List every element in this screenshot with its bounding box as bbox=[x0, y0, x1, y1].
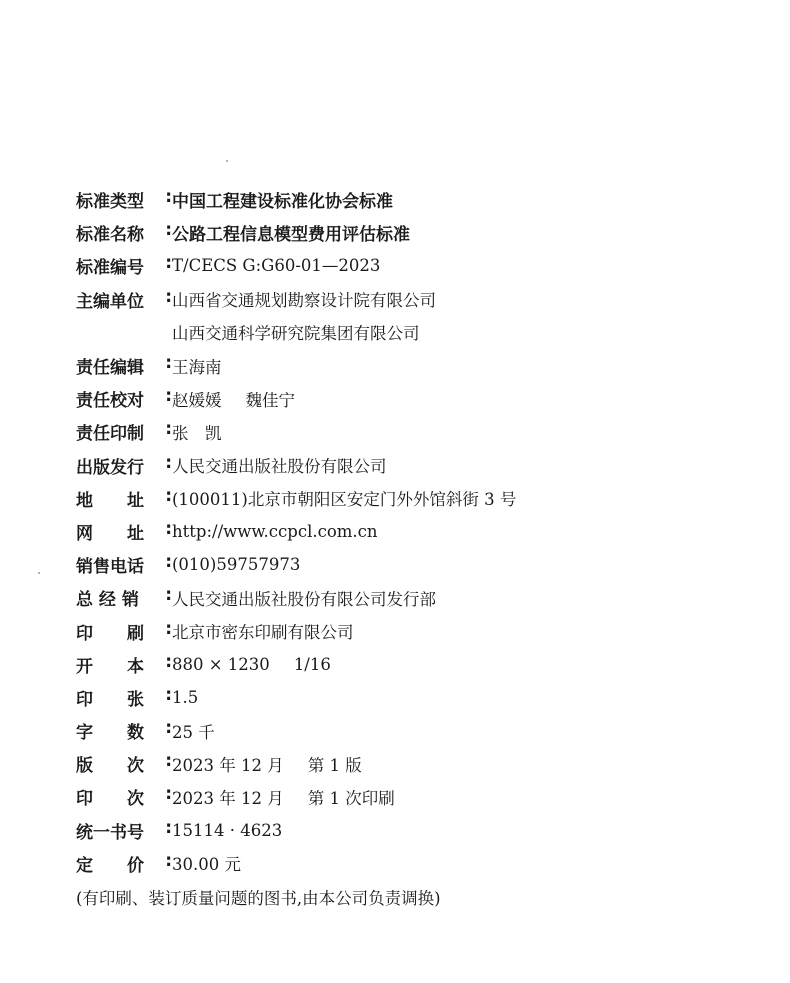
value-sales-phone: (010)59757973 bbox=[172, 555, 301, 575]
label-distributor: 总 经 销 : bbox=[76, 585, 172, 611]
value-standard-type: 中国工程建设标准化协会标准 bbox=[172, 192, 393, 213]
row-publisher bbox=[76, 449, 776, 482]
value-sheets: 1.5 bbox=[172, 687, 199, 707]
label-sales-phone: 销售电话 : bbox=[76, 552, 172, 578]
scan-speck bbox=[38, 572, 40, 574]
value-edition: 2023 年 12 月 第 1 版 bbox=[172, 755, 362, 775]
row-proofreader bbox=[76, 382, 776, 415]
label-chief-editor-unit: 主编单位 : bbox=[76, 286, 172, 312]
row-price bbox=[76, 847, 776, 880]
value-standard-name: 公路工程信息模型费用评估标准 bbox=[172, 225, 410, 246]
label-edition: 版 次 : bbox=[76, 751, 172, 777]
value-distributor: 人民交通出版社股份有限公司发行部 bbox=[172, 589, 436, 609]
label-printer: 印 刷 : bbox=[76, 618, 172, 644]
label-isbn: 统一书号 : bbox=[76, 817, 172, 843]
label-price: 定 价 : bbox=[76, 850, 172, 876]
row-standard-name bbox=[76, 216, 776, 249]
row-isbn bbox=[76, 814, 776, 847]
label-standard-number: 标准编号 : bbox=[76, 253, 172, 279]
value-format: 880 × 1230 1/16 bbox=[172, 654, 331, 674]
value-print-manager: 张 凯 bbox=[172, 423, 222, 443]
row-chief-editor-unit bbox=[76, 283, 776, 316]
row-sheets bbox=[76, 681, 776, 714]
scan-speck bbox=[226, 160, 228, 162]
label-responsible-editor: 责任编辑 : bbox=[76, 353, 172, 379]
value-printing: 2023 年 12 月 第 1 次印刷 bbox=[172, 788, 395, 808]
label-printing: 印 次 : bbox=[76, 784, 172, 810]
row-standard-number bbox=[76, 249, 776, 282]
label-website: 网 址 : bbox=[76, 518, 172, 544]
value-chief-editor-unit-1: 山西省交通规划勘察设计院有限公司 bbox=[172, 291, 436, 311]
row-sales-phone bbox=[76, 548, 776, 581]
value-chief-editor-unit-2: 山西交通科学研究院集团有限公司 bbox=[172, 324, 420, 344]
value-printer: 北京市密东印刷有限公司 bbox=[172, 623, 354, 643]
row-distributor bbox=[76, 581, 776, 614]
label-proofreader: 责任校对 : bbox=[76, 386, 172, 412]
row-printing bbox=[76, 780, 776, 813]
imprint-block bbox=[76, 183, 776, 913]
value-responsible-editor: 王海南 bbox=[172, 357, 222, 377]
label-print-manager: 责任印制 : bbox=[76, 419, 172, 445]
row-word-count bbox=[76, 714, 776, 747]
value-publisher: 人民交通出版社股份有限公司 bbox=[172, 457, 387, 477]
label-standard-name: 标准名称 : bbox=[76, 220, 172, 246]
value-address: (100011)北京市朝阳区安定门外外馆斜街 3 号 bbox=[172, 490, 517, 510]
value-standard-number: T/CECS G:G60-01—2023 bbox=[172, 256, 381, 276]
row-printer bbox=[76, 614, 776, 647]
row-print-manager bbox=[76, 415, 776, 448]
quality-note: (有印刷、装订质量问题的图书,由本公司负责调换) bbox=[76, 888, 441, 908]
value-isbn: 15114 · 4623 bbox=[172, 820, 283, 840]
row-website bbox=[76, 515, 776, 548]
value-price: 30.00 元 bbox=[172, 855, 241, 875]
label-format: 开 本 : bbox=[76, 651, 172, 677]
label-standard-type: 标准类型 : bbox=[76, 187, 172, 213]
label-word-count: 字 数 : bbox=[76, 718, 172, 744]
row-responsible-editor bbox=[76, 349, 776, 382]
label-publisher: 出版发行 : bbox=[76, 452, 172, 478]
row-edition bbox=[76, 747, 776, 780]
value-website: http://www.ccpcl.com.cn bbox=[172, 521, 378, 541]
value-word-count: 25 千 bbox=[172, 722, 215, 742]
value-proofreader: 赵媛媛 魏佳宁 bbox=[172, 390, 295, 410]
row-format bbox=[76, 648, 776, 681]
row-address bbox=[76, 482, 776, 515]
label-address: 地 址 : bbox=[76, 485, 172, 511]
row-standard-type bbox=[76, 183, 776, 216]
label-sheets: 印 张 : bbox=[76, 684, 172, 710]
row-chief-editor-unit-cont bbox=[76, 316, 776, 349]
